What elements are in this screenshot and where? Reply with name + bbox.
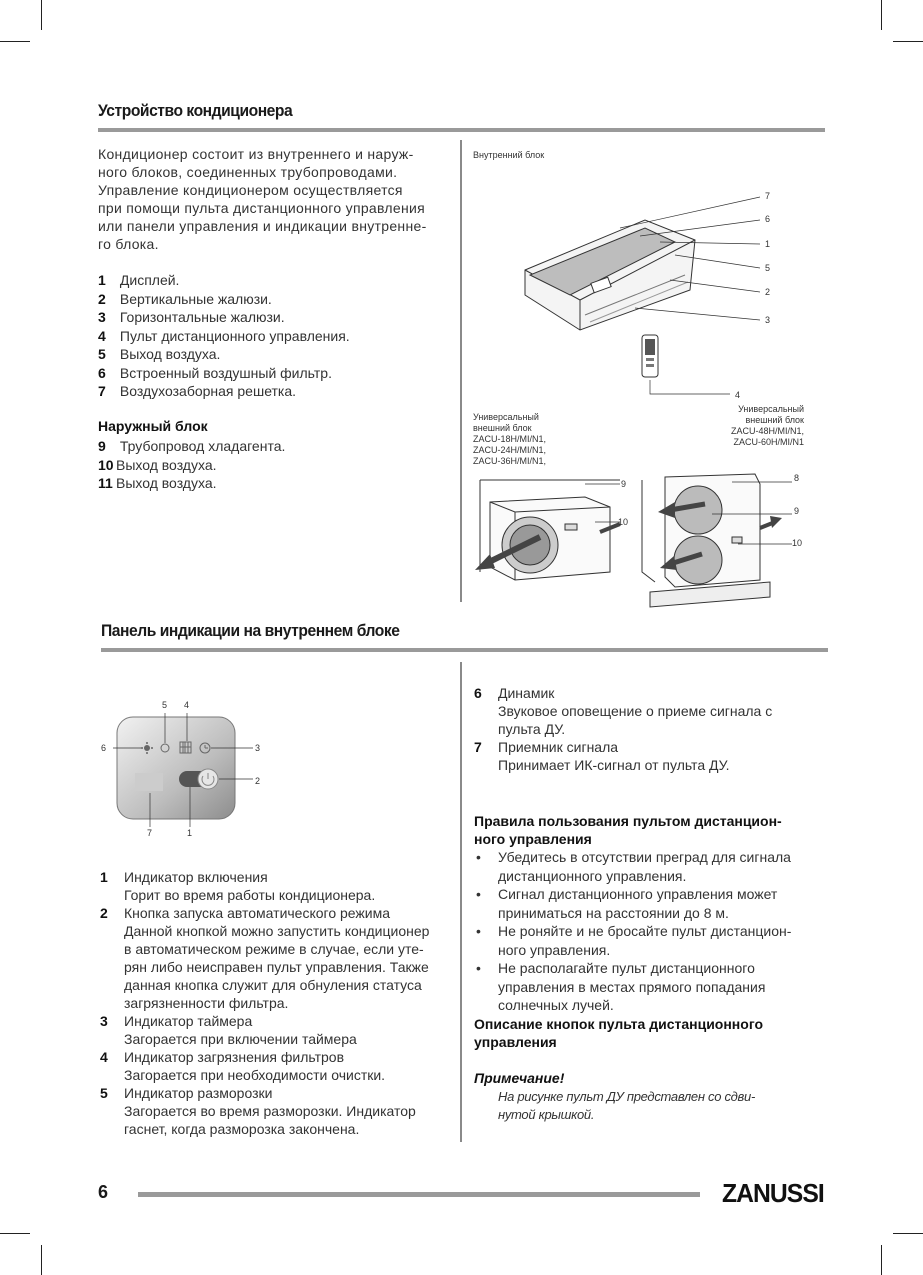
callout-3: 3 [765, 315, 771, 325]
outdoor-heading: Наружный блок [98, 418, 208, 434]
item-number: 5 [98, 346, 106, 362]
panel-body [117, 717, 235, 819]
list-item [98, 474, 285, 493]
panel-callout-6: 6 [101, 743, 107, 753]
callout-10-left: 10 [618, 517, 629, 527]
item-number: 1 [98, 272, 106, 288]
page-number: 6 [98, 1182, 109, 1202]
indoor-unit [525, 220, 695, 330]
text-line: Описание кнопок пульта дистанционного [474, 1016, 764, 1032]
text-line: дистанционного управления. [498, 867, 687, 884]
text-line: ZACU-24H/MI/N1, [473, 445, 547, 455]
list-item [98, 437, 285, 456]
item-label: Горизонтальные жалюзи. [119, 309, 285, 325]
text-line: Универсальный [473, 412, 539, 422]
item-number: 7 [474, 739, 482, 755]
panel-item [100, 1012, 455, 1048]
item-desc: Загорается во время разморозки. Индикатор [124, 1103, 416, 1119]
crop-mark [41, 0, 42, 30]
panel-callout-3: 3 [255, 743, 261, 753]
section-rule [101, 648, 828, 652]
column-divider [460, 662, 462, 1142]
note-title: Примечание! [474, 1070, 565, 1086]
panel-item [474, 684, 829, 738]
item-number: 3 [98, 309, 106, 325]
outdoor-units-diagram [470, 472, 810, 612]
list-item [98, 271, 350, 290]
callout-9-left: 9 [621, 479, 627, 489]
text-line: Управление кондиционером осуществляется [98, 182, 403, 198]
item-number: 6 [474, 685, 482, 701]
intro-paragraph [98, 145, 458, 253]
panel-callout-4: 4 [184, 700, 190, 710]
item-number: 2 [100, 905, 108, 921]
item-label: Дисплей. [119, 272, 180, 288]
item-number: 3 [100, 1013, 108, 1029]
callout-9-right: 9 [794, 506, 800, 516]
crop-mark [0, 1233, 30, 1234]
item-number: 11 [98, 475, 113, 491]
text-line: при помощи пульта дистанционного управления [98, 200, 426, 216]
callout-8-right: 8 [794, 473, 800, 483]
panel-callout-2: 2 [255, 776, 261, 786]
panel-callout-5: 5 [162, 700, 168, 710]
item-desc: Загорается при необходимости очистки. [124, 1067, 386, 1083]
callout-1: 1 [765, 239, 771, 249]
item-title: Приемник сигнала [498, 739, 619, 755]
column-divider [460, 140, 462, 602]
callout-4: 4 [735, 390, 741, 400]
panel-items-left [100, 868, 455, 1138]
item-desc: гаснет, когда разморозка закончена. [124, 1121, 360, 1137]
item-label: Выход воздуха. [116, 456, 217, 473]
left-unit-label [473, 412, 546, 467]
item-label: Трубопровод хладагента. [119, 438, 286, 454]
remote-control [642, 335, 658, 377]
item-number: 10 [98, 456, 114, 473]
brand-logo: ZANUSSI [722, 1178, 824, 1208]
text-line: На рисунке пульт ДУ представлен со сдви- [498, 1089, 755, 1104]
item-title: Динамик [498, 685, 555, 701]
panel-callout-1: 1 [187, 828, 193, 838]
item-desc: загрязненности фильтра. [124, 995, 289, 1011]
rules-heading [474, 812, 782, 848]
text-line: го блока. [98, 236, 159, 252]
item-number: 6 [98, 364, 106, 381]
indoor-unit-diagram [470, 180, 810, 410]
left-outdoor-unit [480, 480, 620, 580]
panel-item [100, 868, 455, 904]
crop-mark [41, 1245, 42, 1275]
list-item [98, 345, 350, 364]
callout-6: 6 [765, 214, 771, 224]
section-title-panel: Панель индикации на внутреннем блоке [101, 621, 400, 640]
text-line: внешний блок [473, 423, 532, 433]
text-line: • Сигнал дистанционного управления может [498, 886, 778, 902]
item-desc: Принимает ИК-сигнал от пульта ДУ. [498, 757, 730, 773]
right-outdoor-unit [642, 474, 770, 607]
item-title: Индикатор включения [124, 869, 268, 885]
item-desc: Данной кнопкой можно запустить кондиционер [124, 923, 430, 939]
section-title-device: Устройство кондиционера [98, 101, 293, 120]
panel-items-right [474, 684, 829, 774]
crop-mark [881, 1245, 882, 1275]
item-title: Кнопка запуска автоматического режима [124, 905, 391, 921]
item-desc: рян либо неисправен пульт управления. Также [124, 959, 429, 975]
text-line: внешний блок [745, 415, 804, 425]
callout-5: 5 [765, 263, 771, 273]
indicator-panel-diagram [95, 695, 270, 840]
text-line: • Не роняйте и не бросайте пульт дистанцион- [498, 923, 792, 939]
receiver-grille [135, 773, 163, 791]
section-rule [98, 128, 825, 132]
text-line: управления в местах прямого попадания [498, 978, 766, 995]
item-desc: в автоматическом режиме в случае, если уте- [124, 941, 424, 957]
text-line: ZACU-60H/MI/N1 [733, 437, 804, 447]
item-number: 9 [98, 438, 106, 454]
item-label: Выход воздуха. [119, 346, 221, 362]
text-line: ного блоков, соединенных трубопроводами. [98, 164, 398, 180]
item-label: Выход воздуха. [116, 475, 217, 491]
item-number: 2 [98, 290, 106, 307]
item-label: Пульт дистанционного управления. [119, 327, 350, 344]
callout-10-right: 10 [792, 538, 803, 548]
item-desc: Звуковое оповещение о приеме сигнала с [498, 703, 773, 719]
list-item [474, 959, 791, 1015]
text-line: ZACU-18H/MI/N1, [473, 434, 547, 444]
item-label: Встроенный воздушный фильтр. [119, 364, 332, 381]
text-line: или панели управления и индикации внутренне- [98, 218, 427, 234]
item-desc: данная кнопка служит для обнуления статуса [124, 977, 422, 993]
list-item [98, 290, 350, 309]
item-title: Индикатор загрязнения фильтров [124, 1049, 345, 1065]
item-desc: пульта ДУ. [498, 721, 566, 737]
callout-2: 2 [765, 287, 771, 297]
buttons-heading [474, 1015, 763, 1051]
list-item [98, 327, 350, 346]
panel-callout-7: 7 [147, 828, 153, 838]
crop-mark [893, 1233, 923, 1234]
callout-7: 7 [765, 191, 771, 201]
list-item [98, 364, 350, 383]
text-line: солнечных лучей. [498, 997, 614, 1013]
text-line: ZACU-48H/MI/N1, [730, 426, 804, 436]
parts-list [98, 271, 350, 401]
panel-item [474, 738, 829, 774]
text-line: ного управления. [498, 941, 611, 958]
panel-item [100, 904, 455, 1012]
item-number: 1 [100, 869, 108, 885]
text-line: управления [474, 1034, 557, 1050]
text-line: Универсальный [738, 404, 804, 414]
item-title: Индикатор таймера [124, 1013, 253, 1029]
item-number: 4 [98, 327, 106, 344]
text-line: нутой крышкой. [498, 1107, 595, 1122]
item-label: Вертикальные жалюзи. [119, 290, 272, 307]
footer-rule [138, 1192, 700, 1197]
panel-item [100, 1084, 455, 1138]
text-line: • Не располагайте пульт дистанционного [498, 960, 755, 976]
text-line: ZACU-36H/MI/N1, [473, 456, 547, 466]
item-desc: Загорается при включении таймера [124, 1031, 357, 1047]
crop-mark [893, 41, 923, 42]
text-line: • Убедитесь в отсутствии преград для сигнала [498, 849, 791, 865]
text-line: Кондиционер состоит из внутреннего и наруж- [98, 146, 414, 162]
list-item [474, 885, 791, 922]
indoor-unit-label: Внутренний блок [473, 150, 545, 160]
item-label: Воздухозаборная решетка. [119, 383, 297, 399]
list-item [474, 848, 791, 885]
item-number: 7 [98, 383, 106, 399]
list-item [98, 308, 350, 327]
panel-item [100, 1048, 455, 1084]
crop-mark [0, 41, 30, 42]
note-text [498, 1088, 755, 1124]
item-desc: Горит во время работы кондиционера. [124, 887, 376, 903]
text-line: ного управления [474, 831, 592, 847]
text-line: приниматься на расстоянии до 8 м. [498, 904, 729, 921]
item-number: 5 [100, 1085, 108, 1101]
text-line: Правила пользования пультом дистанцион- [474, 813, 782, 829]
rules-list [474, 848, 791, 1015]
item-title: Индикатор разморозки [124, 1085, 273, 1101]
list-item [98, 456, 285, 475]
list-item [98, 382, 350, 401]
outdoor-parts-list [98, 437, 285, 493]
crop-mark [881, 0, 882, 30]
item-number: 4 [100, 1049, 108, 1065]
right-unit-label [700, 404, 804, 448]
list-item [474, 922, 791, 959]
